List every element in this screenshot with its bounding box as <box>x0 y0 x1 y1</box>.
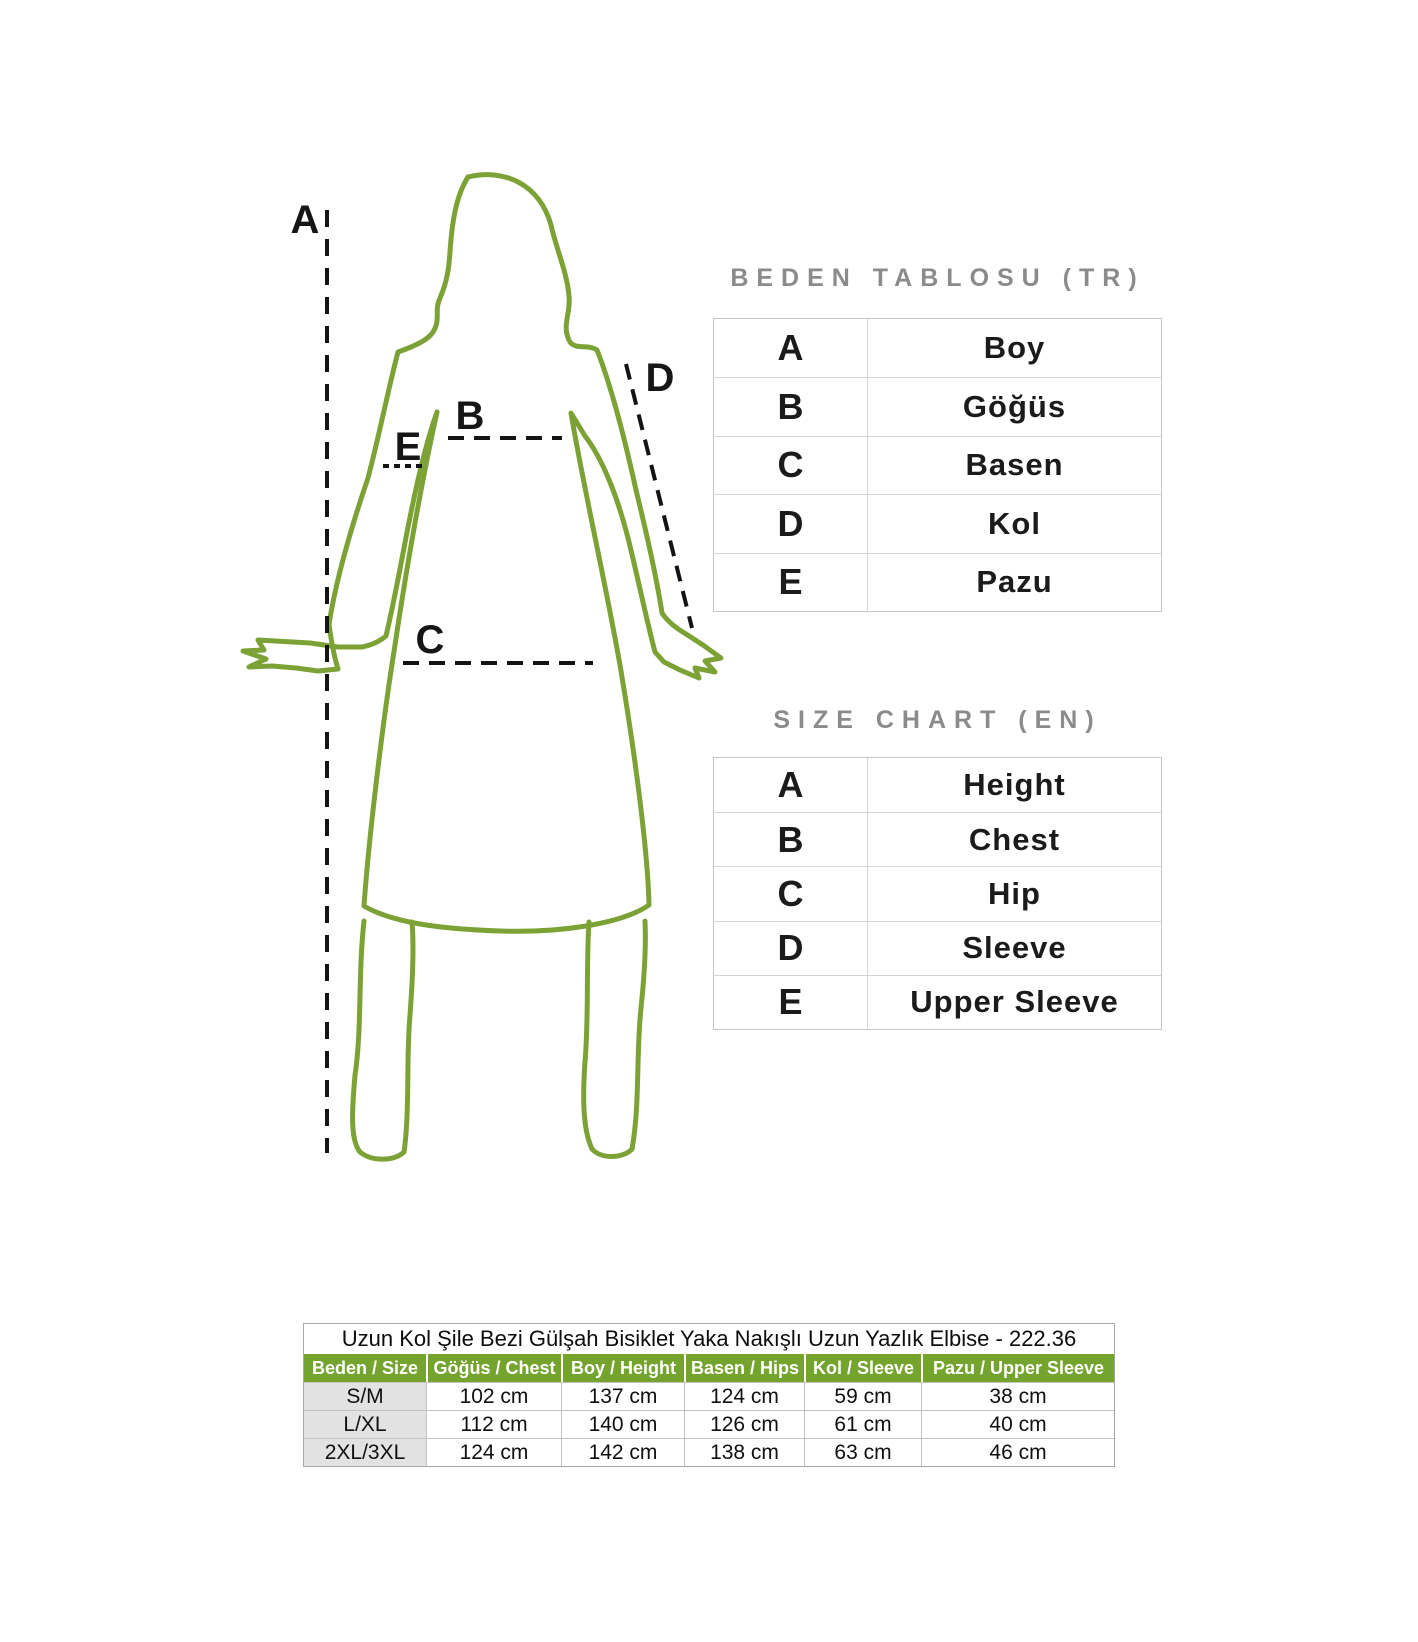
cell-height: 140 cm <box>561 1410 684 1438</box>
cell-chest: 124 cm <box>426 1438 561 1466</box>
en-row-key: A <box>714 758 868 812</box>
figure-left-leg <box>353 921 413 1159</box>
column-header-chest: Göğüs / Chest <box>426 1354 561 1382</box>
tr-row-key: E <box>714 553 868 611</box>
en-chart-heading: SIZE CHART (EN) <box>773 706 1102 734</box>
column-header-hips: Basen / Hips <box>684 1354 804 1382</box>
cell-hips: 124 cm <box>684 1382 804 1410</box>
tr-row-key: A <box>714 319 868 377</box>
cell-height: 142 cm <box>561 1438 684 1466</box>
en-row-label: Hip <box>868 866 1161 920</box>
cell-upper-sleeve: 38 cm <box>921 1382 1114 1410</box>
cell-sleeve: 61 cm <box>804 1410 921 1438</box>
cell-chest: 112 cm <box>426 1410 561 1438</box>
tr-row-label: Pazu <box>868 553 1161 611</box>
en-row-key: B <box>714 812 868 866</box>
cell-hips: 126 cm <box>684 1410 804 1438</box>
column-header-size: Beden / Size <box>311 1357 419 1378</box>
tr-row-label: Boy <box>983 330 1046 366</box>
cell-upper-sleeve: 40 cm <box>921 1410 1114 1438</box>
measure-label-a: A <box>290 198 320 242</box>
cell-size: L/XL <box>304 1410 426 1438</box>
table-row <box>304 1410 1114 1438</box>
size-table-header <box>304 1354 1114 1382</box>
table-row <box>304 1382 1114 1410</box>
en-row-key: C <box>714 866 868 920</box>
column-header-sleeve: Kol / Sleeve <box>804 1354 921 1382</box>
tr-row-label: Göğüs <box>868 377 1161 435</box>
cell-size: 2XL/3XL <box>304 1438 426 1466</box>
en-row-label: Chest <box>868 812 1161 866</box>
cell-upper-sleeve: 46 cm <box>921 1438 1114 1466</box>
en-chart-table <box>713 757 1162 1030</box>
cell-sleeve: 63 cm <box>804 1438 921 1466</box>
en-row-key: D <box>714 921 868 975</box>
column-header-height: Boy / Height <box>561 1354 684 1382</box>
cell-sleeve: 59 cm <box>804 1382 921 1410</box>
en-row-label: Height <box>963 767 1066 803</box>
tr-row-label: Kol <box>868 494 1161 552</box>
tr-row-key: D <box>714 494 868 552</box>
cell-hips: 138 cm <box>684 1438 804 1466</box>
figure-right-leg <box>584 921 646 1157</box>
figure-outline <box>243 175 721 932</box>
tr-row-key: B <box>714 377 868 435</box>
tr-row-label: Basen <box>868 436 1161 494</box>
column-header-upper-sleeve: Pazu / Upper Sleeve <box>921 1354 1114 1382</box>
cell-height: 137 cm <box>561 1382 684 1410</box>
en-row-label: Sleeve <box>868 921 1161 975</box>
tr-chart-heading: BEDEN TABLOSU (TR) <box>730 264 1145 292</box>
tr-row-key: C <box>714 436 868 494</box>
product-title: Uzun Kol Şile Bezi Gülşah Bisiklet Yaka Nakışlı Uzun Yazlık Elbise - 222.36 <box>304 1324 1114 1354</box>
cell-chest: 102 cm <box>426 1382 561 1410</box>
measure-label-e: E <box>394 425 422 469</box>
en-row-label: Upper Sleeve <box>868 975 1161 1029</box>
en-row-key: E <box>714 975 868 1029</box>
measure-label-c: C <box>415 618 445 662</box>
measure-label-b: B <box>455 394 485 438</box>
tr-chart-table <box>713 318 1162 612</box>
table-row <box>304 1438 1114 1466</box>
product-size-table <box>303 1323 1115 1467</box>
cell-size: S/M <box>304 1382 426 1410</box>
measure-label-d: D <box>645 356 675 400</box>
